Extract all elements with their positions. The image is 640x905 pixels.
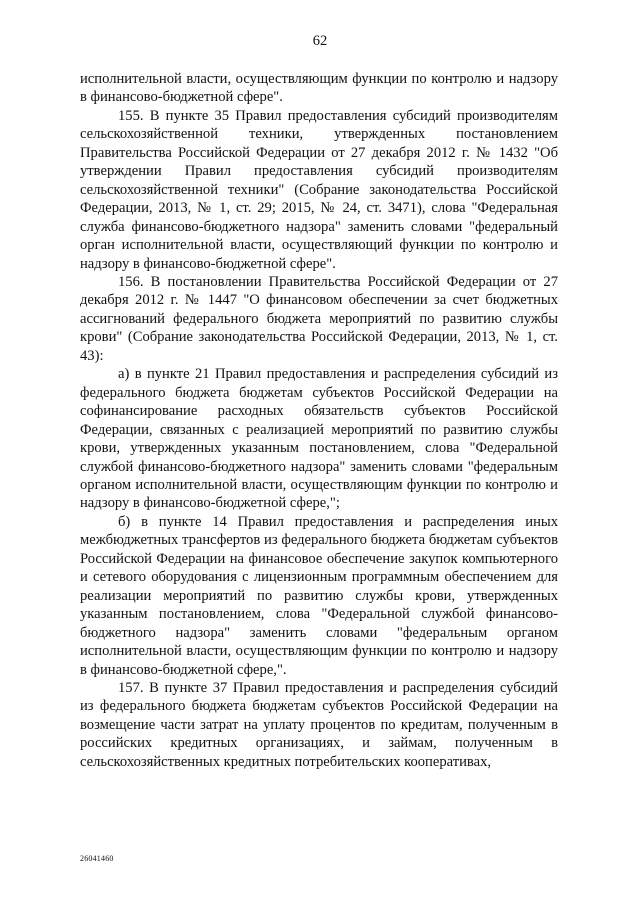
paragraph-156-a: а) в пункте 21 Правил предоставления и распределения субсидий из федерального бюджета бюджетам субъектов Российской Федерации на софинансирование расходных обязательств субъектов Российской Федерации, связанных с реализацией мероприятий по развитию службы крови, утвержденных указанным постановлением, слова "Федеральной службой финансово-бюджетного надзора" заменить словами "федеральным органом исполнительной власти, осуществляющим функции по контролю и надзору в финансово-бюджетной сфере,"; [80,366,558,512]
paragraph-156: 156. В постановлении Правительства Российской Федерации от 27 декабря 2012 г. № 1447 "О финансовом обеспечении за счет бюджетных ассигнований федерального бюджета мероприятий по развитию службы крови" (Собрание законодательства Российской Федерации, 2013, № 1, ст. 43): [80,273,558,364]
paragraph-157: 157. В пункте 37 Правил предоставления и распределения субсидий из федерального бюджета бюджетам субъектов Российской Федерации на возмещение части затрат на уплату процентов по кредитам, полученным в российских кредитных организациях, и займам, полученным в сельскохозяйственных кредитных потребительских кооперативах, [80,679,558,770]
page-number: 62 [312,33,328,49]
document-body [80,70,558,771]
paragraph-155: 155. В пункте 35 Правил предоставления субсидий производителям сельскохозяйственной техники, утвержденных постановлением Правительства Российской Федерации от 27 декабря 2012 г. № 1432 "Об утверждении Правил предоставления субсидий производителям сельскохозяйственной техники" (Собрание законодательства Российской Федерации, 2013, № 1, ст. 29; 2015, № 24, ст. 3471), слова "Федеральная служба финансово-бюджетного надзора" заменить словами "федеральный орган исполнительной власти, осуществляющий функции по контролю и надзору в финансово-бюджетной сфере". [80,107,558,272]
paragraph-156-b: б) в пункте 14 Правил предоставления и распределения иных межбюджетных трансфертов из федерального бюджета бюджетам субъектов Российской Федерации на финансовое обеспечение закупок компьютерного и сетевого оборудования с лицензионным программным обеспечением для реализации мероприятий по развитию службы крови, утвержденных указанным постановлением, слова "Федеральной службой финансово-бюджетного надзора" заменить словами "федеральным органом исполнительной власти, осуществляющим функции по контролю и надзору в финансово-бюджетной сфере,". [80,513,558,678]
document-code: 26041460 [80,854,114,863]
paragraph-continuation: исполнительной власти, осуществляющим функции по контролю и надзору в финансово-бюджетной сфере". [80,71,558,106]
